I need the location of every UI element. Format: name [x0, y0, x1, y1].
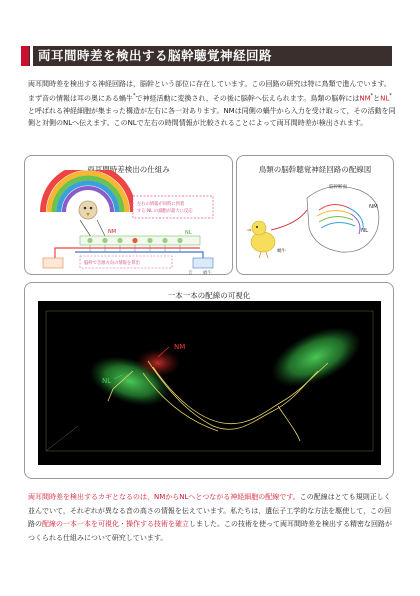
wiring-diagram [237, 170, 393, 276]
itd-nm-label: NM [108, 229, 117, 235]
itd-nl-label: NL [185, 230, 192, 236]
panel-wiring-diagram [236, 155, 394, 275]
intro-text-1: 両耳間時差を検出する神経回路は，脳幹という部位に存在しています。この回路の研究は特に鳥類で進んでいます。まず音の情報は耳の奥にある蝸牛 [28, 80, 391, 103]
brainstem-label: 脳幹断面 [329, 185, 347, 190]
intro-nm: NM [359, 94, 371, 103]
panel-itd-mechanism [24, 155, 233, 275]
intro-text-2: で神経活動に変換され，その後に脳幹へ伝えられます。鳥類の脳幹には [135, 94, 360, 103]
bottom-text-2: しました。この技術を使って両耳間時差を検出する精密な回路がつくられる仕組みについて研究しています。 [28, 520, 392, 542]
right-cochlea-icon [193, 258, 213, 268]
axon-visualization-image [38, 301, 381, 465]
visual-nl-label: NL [102, 377, 112, 385]
note-box-1 [133, 196, 213, 218]
svg-text:蝸牛: 蝸牛 [203, 271, 212, 276]
nl-cells [80, 236, 200, 245]
itd-diagram [25, 170, 232, 276]
left-cochlea-icon [43, 258, 63, 268]
chick-icon [246, 221, 275, 258]
svg-text:する NL の細胞が最大に反応: する NL の細胞が最大に反応 [137, 209, 193, 214]
wiring-cochlea-label: 蝸牛 [277, 249, 286, 254]
bottom-text-1: この配線はとても規則正しく並んでいて，それぞれが異なる音の高さの情報を伝えています。私たちは，遺伝子工学的な方法を駆使して，この回路の [28, 493, 392, 528]
header-accent [21, 46, 29, 66]
intro-text-3: と呼ばれる神経細胞が集まった構造が左右に各一対あります。NMは同側の蝸牛から入力を受け取って，その活動を同側と対側のNLへ伝えます。このNLで左右の時間情報が比較されることによって両耳間時差が検出されます。 [28, 106, 396, 128]
intro-paragraph: 両耳間時差を検出する神経回路は，脳幹という部位に存在しています。この回路の研究は特に鳥類で進んでいます。まず音の情報は耳の奥にある蝸牛*で神経活動に変換され，その後に脳幹へ伝えられます。鳥類の脳幹にはNM*とNL*と呼ばれる神経細胞が集まった構造が左右に各一対あります。NMは同側の蝸牛から入力を受け取って，その活動を同側と対側のNLへ伝えます。このNLで左右の時間情報が比較されることによって両耳間時差が検出されます。 [28, 80, 396, 128]
panel-wiring-title: 鳥類の脳幹聴覚神経回路の配線図 [258, 165, 372, 174]
bottom-red-1: 両耳間時差を検出するカギとなるのは，NMからNLへとつながる神経細胞の配線です。 [28, 493, 300, 501]
wiring-nl-label: NL [361, 228, 369, 234]
header-stripe [30, 46, 33, 66]
brainstem-section-icon [307, 186, 379, 252]
panel-visualization-title: 一本一本の配線の可視化 [167, 291, 251, 300]
bottom-paragraph [28, 491, 396, 545]
intro-and: と [373, 94, 381, 103]
wiring-nm-label: NM [369, 204, 378, 210]
intro-nl: NL [380, 94, 390, 103]
svg-text:脳幹で音源方向の情報を算出: 脳幹で音源方向の情報を算出 [84, 261, 140, 266]
svg-text:左右の情報が同時に到着: 左右の情報が同時に到着 [137, 202, 185, 207]
page-title: 両耳間時差を検出する脳幹聴覚神経回路 [38, 48, 273, 63]
axon-render [38, 301, 381, 465]
visual-nm-label: NM [174, 343, 186, 351]
bird-head-icon [79, 201, 97, 219]
bottom-red-2: 配線の一本一本を可視化・操作する技術を確立 [42, 520, 189, 528]
panel-itd-title: 両耳間時差検出の仕組み [87, 165, 170, 174]
svg-text:音: 音 [188, 271, 193, 276]
